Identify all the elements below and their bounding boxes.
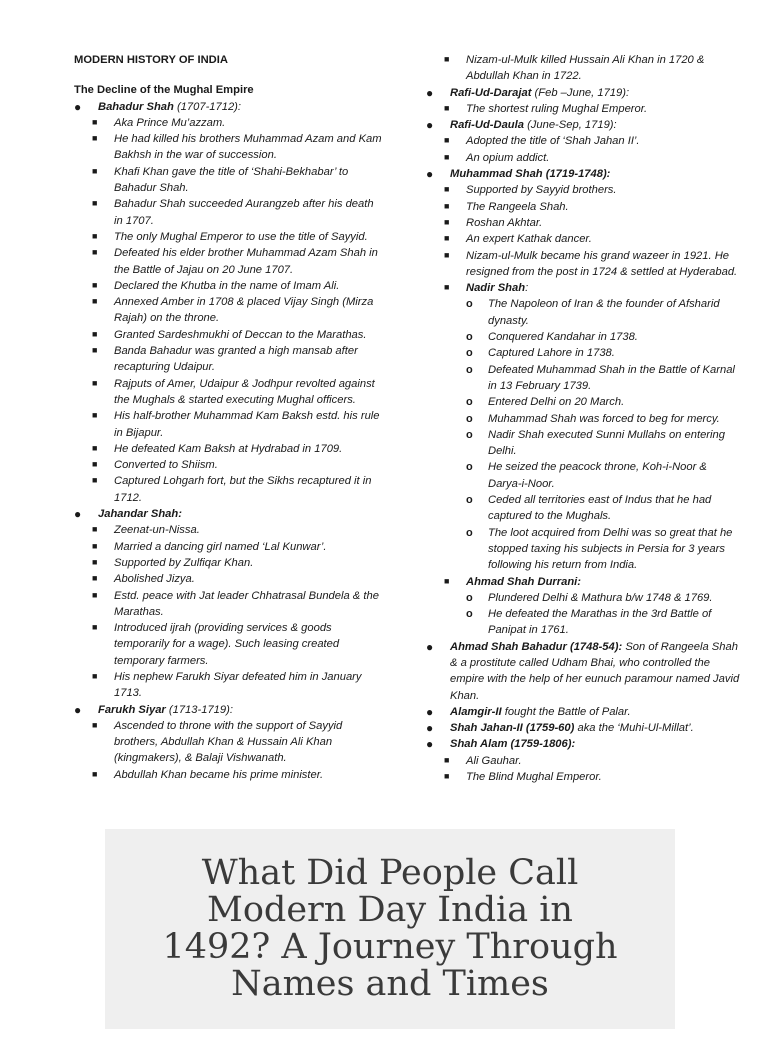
list-item [74, 131, 382, 164]
list-item [426, 525, 740, 574]
list-item [74, 571, 382, 587]
overlay-title: What Did People Call Modern Day India in 1492? A Journey Through Names and Times [162, 853, 618, 1004]
item-text: Conquered Kandahar in 1738. [488, 331, 638, 344]
item-text: Plundered Delhi & Mathura b/w 1748 & 1769. [488, 591, 713, 604]
item-text: Converted to Shiism. [114, 459, 218, 472]
list-item [74, 294, 382, 327]
list-item [426, 329, 740, 345]
dot-bullet-icon: ● [426, 721, 434, 736]
dot-bullet-icon: ● [426, 704, 434, 719]
item-text: Banda Bahadur was granted a high mansab after recapturing Udaipur. [114, 345, 358, 374]
square-bullet-icon: ■ [92, 198, 98, 209]
item-text: An expert Kathak dancer. [466, 233, 592, 246]
item-title: Jahandar Shah: [98, 508, 182, 521]
circle-bullet-icon: o [466, 461, 473, 474]
list-item [426, 411, 740, 427]
item-text: Nizam-ul-Mulk became his grand wazeer in 1921. He resigned from the post in 1724 & settled at Hyderabad. [466, 249, 738, 278]
item-text: (1707-1712): [173, 100, 242, 113]
square-bullet-icon: ■ [92, 540, 98, 551]
square-bullet-icon: ■ [444, 754, 450, 765]
item-title: Ahmad Shah Bahadur (1748-54): [450, 640, 623, 653]
square-bullet-icon: ■ [444, 216, 450, 227]
list-item [426, 231, 740, 247]
list-item [426, 296, 740, 329]
item-title: Shah Jahan-II (1759-60) [450, 722, 575, 735]
list-item [74, 164, 382, 197]
square-bullet-icon: ■ [92, 459, 98, 470]
item-text: Estd. peace with Jat leader Chhatrasal Bundela & the Marathas. [114, 589, 379, 618]
square-bullet-icon: ■ [444, 102, 450, 113]
item-text: Son of Rangeela Shah & a prostitute called Udham Bhai, who controlled the empire with the help of her eunuch paramour named Javid Khan. [450, 640, 740, 702]
list-item [74, 522, 382, 538]
item-text: (June-Sep, 1719): [523, 119, 617, 132]
left-list [74, 99, 382, 783]
item-text: Khafi Khan gave the title of ‘Shahi-Bekhabar’ to Bahadur Shah. [114, 165, 349, 195]
square-bullet-icon: ■ [444, 54, 450, 64]
square-bullet-icon: ■ [92, 556, 98, 567]
square-bullet-icon: ■ [92, 410, 98, 421]
square-bullet-icon: ■ [444, 200, 450, 211]
circle-bullet-icon: o [466, 347, 473, 360]
circle-bullet-icon: o [466, 298, 473, 311]
circle-bullet-icon: o [466, 526, 473, 539]
list-item [426, 459, 740, 492]
item-text: Declared the Khutba in the name of Imam Ali. [114, 279, 340, 292]
item-text: The Napoleon of Iran & the founder of Afsharid dynasty. [488, 298, 720, 327]
item-text: Ceded all territories east of Indus that he had captured to the Mughals. [488, 494, 712, 523]
item-text: Abdullah Khan became his prime minister. [114, 768, 324, 781]
item-text: The Rangeela Shah. [466, 200, 569, 213]
item-text: Annexed Amber in 1708 & placed Vijay Singh (Mirza Rajah) on the throne. [114, 296, 374, 325]
list-item [426, 150, 740, 166]
list-item [74, 539, 382, 555]
item-text: Captured Lohgarh fort, but the Sikhs recaptured it in 1712. [114, 475, 372, 504]
list-item [74, 669, 382, 702]
list-item [74, 620, 382, 669]
list-item [426, 769, 740, 785]
list-item [74, 99, 382, 115]
item-text: An opium addict. [466, 151, 550, 164]
item-text: Entered Delhi on 20 March. [488, 396, 625, 409]
dot-bullet-icon: ● [74, 507, 82, 522]
square-bullet-icon: ■ [444, 249, 450, 260]
list-item [426, 52, 740, 85]
list-item [426, 182, 740, 198]
document-title: MODERN HISTORY OF INDIA [74, 54, 228, 66]
item-text: Nizam-ul-Mulk killed Hussain Ali Khan in 1720 & Abdullah Khan in 1722. [466, 54, 705, 83]
item-title: Muhammad Shah (1719-1748): [450, 168, 611, 181]
dot-bullet-icon: ● [426, 118, 434, 133]
circle-bullet-icon: o [466, 396, 473, 409]
dot-bullet-icon: ● [74, 99, 82, 114]
square-bullet-icon: ■ [92, 230, 98, 241]
list-item [74, 343, 382, 376]
item-title: Alamgir-II [450, 705, 502, 718]
list-item [426, 427, 740, 460]
list-item [74, 327, 382, 343]
square-bullet-icon: ■ [92, 328, 98, 339]
list-item [74, 718, 382, 767]
circle-bullet-icon: o [466, 331, 473, 344]
square-bullet-icon: ■ [92, 768, 98, 779]
square-bullet-icon: ■ [92, 133, 98, 144]
item-text: Abolished Jizya. [114, 573, 195, 586]
square-bullet-icon: ■ [92, 524, 98, 535]
list-item [426, 101, 740, 117]
list-item [74, 408, 382, 441]
item-text: The only Mughal Emperor to use the title of Sayyid. [114, 230, 368, 243]
item-text: Adopted the title of ‘Shah Jahan II’. [466, 135, 640, 148]
item-text: The Blind Mughal Emperor. [466, 771, 602, 784]
circle-bullet-icon: o [466, 608, 473, 621]
square-bullet-icon: ■ [444, 771, 450, 782]
circle-bullet-icon: o [466, 428, 473, 441]
item-text: Rajputs of Amer, Udaipur & Jodhpur revolted against the Mughals & started executing Mughal officers. [114, 377, 375, 406]
list-item [74, 588, 382, 621]
list-item [426, 117, 740, 133]
item-text: Granted Sardeshmukhi of Deccan to the Marathas. [114, 328, 367, 341]
item-text: He defeated Kam Baksh at Hydrabad in 1709. [114, 442, 343, 455]
circle-bullet-icon: o [466, 494, 473, 507]
item-text: Supported by Sayyid brothers. [466, 184, 617, 197]
list-item [74, 245, 382, 278]
square-bullet-icon: ■ [444, 184, 450, 195]
item-title: Bahadur Shah [98, 100, 174, 113]
square-bullet-icon: ■ [444, 233, 450, 244]
item-text: Defeated his elder brother Muhammad Azam Shah in the Battle of Jajau on 20 June 1707. [114, 247, 378, 276]
item-text: The loot acquired from Delhi was so great that he stopped taxing his subjects in Persia for 3 years following his return from India. [488, 526, 733, 572]
list-item [74, 473, 382, 506]
square-bullet-icon: ■ [92, 116, 98, 127]
item-title: Rafi-Ud-Daula [450, 119, 524, 132]
right-list [426, 52, 740, 785]
item-title: Farukh Siyar [98, 703, 166, 716]
list-item [74, 229, 382, 245]
item-title: Shah Alam (1759-1806): [450, 738, 576, 751]
left-column [74, 52, 382, 783]
list-item [426, 85, 740, 101]
item-text: Ascended to throne with the support of Sayyid brothers, Abdullah Khan & Hussain Ali Khan (kingmakers), & Balaji Vishwanath. [114, 719, 343, 765]
item-text: His nephew Farukh Siyar defeated him in January 1713. [114, 670, 362, 700]
list-item [426, 394, 740, 410]
list-item [426, 345, 740, 361]
item-text: Roshan Akhtar. [466, 216, 543, 229]
item-text: Supported by Zulfiqar Khan. [114, 556, 254, 569]
dot-bullet-icon: ● [426, 639, 434, 654]
list-item [426, 166, 740, 182]
item-heading: Ahmad Shah Durrani: [466, 575, 581, 588]
square-bullet-icon: ■ [92, 296, 98, 307]
square-bullet-icon: ■ [444, 151, 450, 162]
list-item [426, 606, 740, 639]
list-item [74, 376, 382, 409]
item-text: Ali Gauhar. [466, 754, 522, 767]
list-item [74, 702, 382, 718]
item-text: Captured Lahore in 1738. [488, 347, 615, 360]
dot-bullet-icon: ● [426, 85, 434, 100]
list-item [426, 590, 740, 606]
item-text: Zeenat-un-Nissa. [114, 524, 200, 537]
list-item [426, 215, 740, 231]
dot-bullet-icon: ● [426, 737, 434, 752]
square-bullet-icon: ■ [92, 345, 98, 356]
dot-bullet-icon: ● [426, 167, 434, 182]
item-title: Rafi-Ud-Darajat [450, 86, 532, 99]
square-bullet-icon: ■ [92, 475, 98, 486]
square-bullet-icon: ■ [92, 442, 98, 453]
square-bullet-icon: ■ [92, 622, 98, 633]
list-item [426, 248, 740, 281]
list-item [426, 574, 740, 590]
square-bullet-icon: ■ [92, 377, 98, 388]
item-text: He defeated the Marathas in the 3rd Battle of Panipat in 1761. [488, 608, 712, 637]
item-text: Aka Prince Mu’azzam. [114, 116, 226, 129]
list-item [74, 506, 382, 522]
item-text: Married a dancing girl named ‘Lal Kunwar’. [114, 540, 327, 553]
square-bullet-icon: ■ [92, 165, 98, 176]
list-item [426, 199, 740, 215]
square-bullet-icon: ■ [92, 573, 98, 584]
circle-bullet-icon: o [466, 412, 473, 425]
list-item [74, 767, 382, 783]
item-text: Bahadur Shah succeeded Aurangzeb after his death in 1707. [114, 198, 374, 227]
list-item [426, 362, 740, 395]
item-heading: Nadir Shah [466, 282, 526, 295]
square-bullet-icon: ■ [444, 575, 450, 586]
list-item [74, 555, 382, 571]
list-item [74, 115, 382, 131]
item-text: Nadir Shah executed Sunni Mullahs on entering Delhi. [488, 428, 725, 458]
item-text: Muhammad Shah was forced to beg for mercy. [488, 412, 720, 425]
item-text: : [525, 282, 529, 295]
item-text: He had killed his brothers Muhammad Azam and Kam Bakhsh in the war of succession. [114, 133, 382, 162]
right-column [426, 52, 740, 785]
circle-bullet-icon: o [466, 591, 473, 604]
section-title: The Decline of the Mughal Empire [74, 84, 254, 97]
item-text: He seized the peacock throne, Koh-i-Noor & Darya-i-Noor. [488, 461, 707, 490]
circle-bullet-icon: o [466, 363, 473, 376]
list-item [74, 278, 382, 294]
item-text: (1713-1719): [165, 703, 233, 716]
item-text: aka the ‘Muhi-Ul-Millat’. [574, 722, 694, 735]
square-bullet-icon: ■ [444, 135, 450, 146]
list-item [426, 133, 740, 149]
square-bullet-icon: ■ [92, 247, 98, 258]
list-item [426, 280, 740, 296]
title-overlay-banner [105, 829, 675, 1029]
list-item [426, 492, 740, 525]
item-text: Defeated Muhammad Shah in the Battle of Karnal in 13 February 1739. [488, 363, 735, 392]
list-item [426, 736, 740, 752]
square-bullet-icon: ■ [92, 589, 98, 600]
square-bullet-icon: ■ [444, 282, 450, 293]
square-bullet-icon: ■ [92, 279, 98, 290]
list-item [426, 753, 740, 769]
item-text: fought the Battle of Palar. [501, 705, 631, 718]
list-item [426, 639, 740, 704]
square-bullet-icon: ■ [92, 719, 98, 730]
list-item [426, 720, 740, 736]
list-item [426, 704, 740, 720]
dot-bullet-icon: ● [74, 702, 82, 717]
item-text: His half-brother Muhammad Kam Baksh estd. his rule in Bijapur. [114, 410, 380, 439]
list-item [74, 457, 382, 473]
item-text: Introduced ijrah (providing services & goods temporarily for a wage). Such leasing created temporary farmers. [114, 622, 340, 667]
list-item [74, 441, 382, 457]
item-text: (Feb –June, 1719): [531, 86, 630, 99]
list-item [74, 196, 382, 229]
item-text: The shortest ruling Mughal Emperor. [466, 102, 648, 115]
square-bullet-icon: ■ [92, 670, 98, 681]
